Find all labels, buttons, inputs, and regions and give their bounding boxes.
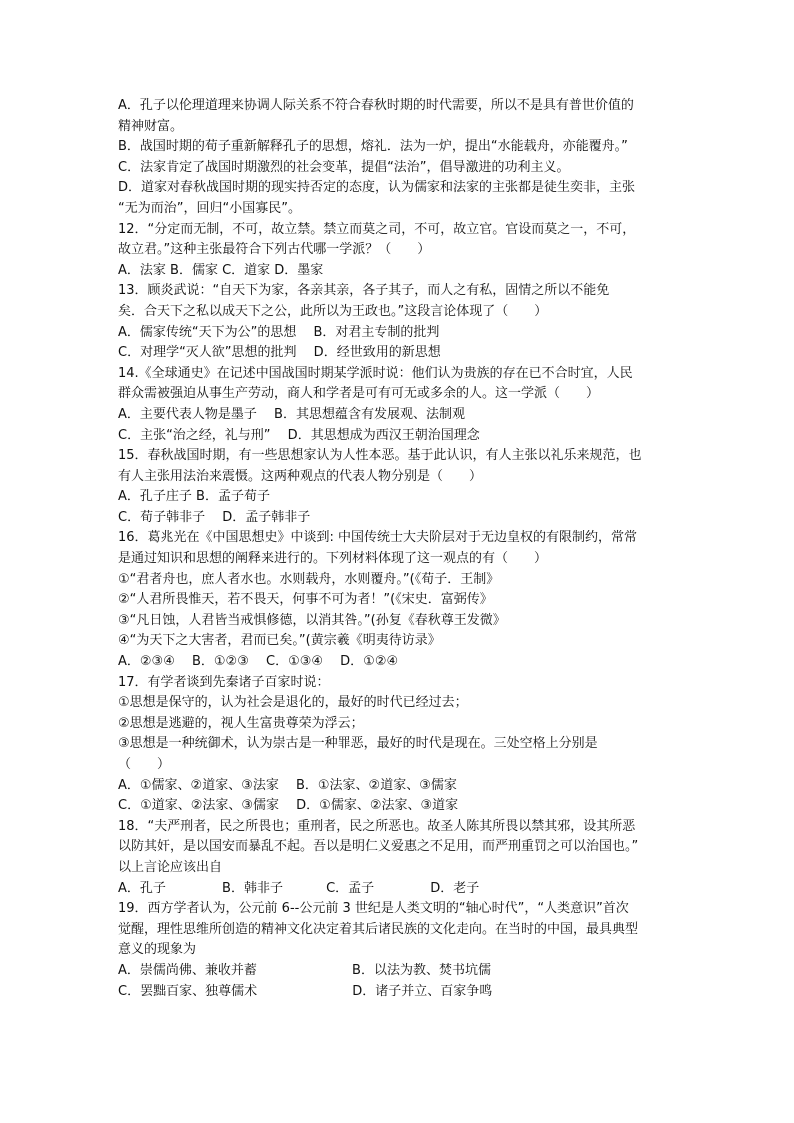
text-line: ①“君者舟也，庶人者水也。水则载舟，水则覆舟。”(《荀子．王制》 xyxy=(118,571,500,587)
text-line: 14.《全球通史》在记述中国战国时期某学派时说：他们认为贵族的存在已不合时宜，人民 xyxy=(118,365,633,381)
text-line: ①思想是保守的，认为社会是退化的，最好的时代已经过去； xyxy=(118,695,468,711)
text-line: 以上言论应该出自 xyxy=(118,859,223,875)
text-line: ④“为天下之大害者，君而已矣。”(黄宗羲《明夷待访录》 xyxy=(118,633,441,649)
text-line: 精神财富。 xyxy=(118,118,184,134)
text-line: C．①道家、②法家、③儒家 D．①儒家、②法家、③道家 xyxy=(118,798,459,814)
text-line: ③思想是一种统御术，认为崇古是一种罪恶，最好的时代是现在。三处空格上分别是 xyxy=(118,736,598,752)
text-line: 故立君。”这种主张最符合下列古代哪一学派？（ ） xyxy=(118,242,431,258)
text-line: 15．春秋战国时期，有一些思想家认为人性本恶。基于此认识，有人主张以礼乐来规范，也 xyxy=(118,448,642,464)
text-line: C．对理学“灭人欲”思想的批判 D．经世致用的新思想 xyxy=(118,345,441,361)
text-line: A．孔子以伦理道理来协调人际关系不符合春秋时期的时代需要，所以不是具有普世价值的 xyxy=(118,98,634,113)
text-line: D．道家对春秋战国时期的现实持否定的态度，认为儒家和法家的主张都是徒生奕非，主张 xyxy=(118,180,636,196)
text-line: 以防其奸，是以国安而暴乱不起。吾以是明仁义爱惠之不足用，而严刑重罚之可以治国也。” xyxy=(118,839,639,855)
text-line: A．儒家传统“天下为公”的思想 B．对君主专制的批判 xyxy=(118,324,440,340)
text-line: C．法家肯定了战国时期激烈的社会变革，提倡“法治”，倡导激进的功利主义。 xyxy=(118,159,570,175)
text-line: A．①儒家、②道家、③法家 B．①法家、②道家、③儒家 xyxy=(118,777,457,793)
text-line: A．孔子 B．韩非子 C．孟子 D．老子 xyxy=(118,880,480,896)
text-line: C．主张“治之经，礼与刑” D．其思想成为西汉王朝治国理念 xyxy=(118,427,480,443)
text-line: A．主要代表人物是墨子 B．其思想蕴含有发展观、法制观 xyxy=(118,406,465,422)
text-line: A．崇儒尚佛、兼收并蓄 B．以法为教、焚书坑儒 xyxy=(118,962,491,978)
text-line: A．法家 B．儒家 C．道家 D．墨家 xyxy=(118,262,324,278)
text-line: 12．“分定而无制，不可，故立禁。禁立而莫之司，不可，故立官。官设而莫之一，不可， xyxy=(118,221,636,237)
text-line: 16．葛兆光在《中国思想史》中谈到: 中国传统士大夫阶层对于无边皇权的有限制约，常常 xyxy=(118,530,638,546)
text-line: 是通过知识和思想的阐释来进行的。下列材料体现了这一观点的有（ ） xyxy=(118,551,548,567)
text-line: 矣．合天下之私以成天下之公，此所以为王政也。”这段言论体现了（ ） xyxy=(118,303,548,319)
text-line: 19．西方学者认为，公元前 6--公元前 3 世纪是人类文明的“轴心时代”，“人类意识”首次 xyxy=(118,901,629,917)
text-line: C．荀子韩非子 D．孟子韩非子 xyxy=(118,509,311,525)
text-line: 群众需被强迫从事生产劳动，商人和学者是可有可无或多余的人。这一学派（ ） xyxy=(118,386,600,402)
text-line: A．②③④ B．①②③ C．①③④ D．①②④ xyxy=(118,654,399,670)
text-line: A．孔子庄子 B．孟子荀子 xyxy=(118,489,270,505)
text-line: ②思想是逃避的，视人生富贵尊荣为浮云； xyxy=(118,715,364,731)
text-line: “无为而治”，回归“小国寡民”。 xyxy=(118,200,301,216)
text-line: C．罢黜百家、独尊儒术 D．诸子并立、百家争鸣 xyxy=(118,983,493,999)
text-line: ②“人君所畏惟天，若不畏天，何事不可为者！”(《宋史．富弼传》 xyxy=(118,592,493,608)
document-page xyxy=(118,96,682,1002)
text-line: B．战国时期的荀子重新解释孔子的思想，熔礼．法为一炉，提出“水能载舟，亦能覆舟。” xyxy=(118,139,628,155)
text-line: 有人主张用法治来震慑。这两种观点的代表人物分别是（ ） xyxy=(118,468,483,484)
text-line: 18．“夫严刑者，民之所畏也；重刑者，民之所恶也。故圣人陈其所畏以禁其邪，设其所恶 xyxy=(118,818,636,834)
text-line: ③“凡日蚀，人君皆当戒惧修德，以消其咎。”(孙复《春秋尊王发微》 xyxy=(118,612,506,628)
text-line: 17．有学者谈到先秦诸子百家时说： xyxy=(118,674,330,690)
text-line: （ ） xyxy=(118,757,171,772)
text-line: 13．顾炎武说：“自天下为家，各亲其亲，各子其子，而人之有私，固情之所以不能免 xyxy=(118,283,610,299)
text-line: 觉醒，理性思维所创造的精神文化决定着其后诸民族的文化走向。在当时的中国，最具典型 xyxy=(118,921,639,937)
text-line: 意义的现象为 xyxy=(118,942,197,958)
